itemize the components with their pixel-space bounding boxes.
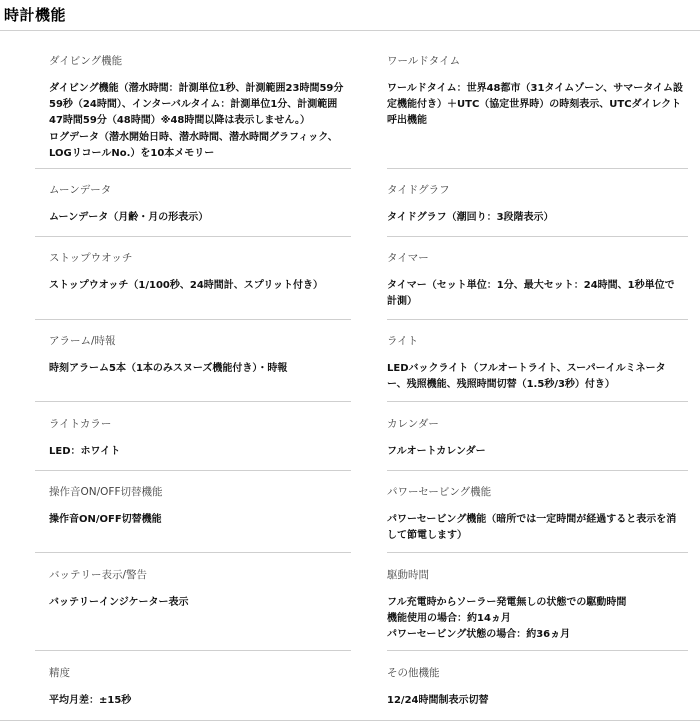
spec-label: ダイビング機能 <box>49 55 123 67</box>
row-divider <box>387 401 688 402</box>
spec-label: 駆動時間 <box>387 569 429 581</box>
spec-item <box>387 416 687 460</box>
spec-value-line: 機能使用の場合：約14ヵ月 <box>387 613 511 625</box>
spec-label: その他機能 <box>387 667 440 679</box>
spec-label: ワールドタイム <box>387 55 461 67</box>
spec-value <box>49 210 349 226</box>
spec-value <box>49 278 349 294</box>
spec-value-line: 呼出機能 <box>387 115 427 127</box>
spec-value-line: 平均月差：±15秒 <box>49 695 132 706</box>
spec-value <box>387 81 687 130</box>
spec-label: 精度 <box>49 667 70 679</box>
spec-value-line: 操作音ON/OFF切替機能 <box>49 514 162 525</box>
spec-value <box>387 278 687 310</box>
spec-value-line: ワールドタイム：世界48都市（31タイムゾーン、サマータイム設 <box>387 83 684 94</box>
spec-value-line: 時刻アラーム5本（1本のみスヌーズ機能付き）・時報 <box>49 363 288 374</box>
spec-value-line: して節電します） <box>387 530 467 542</box>
row-divider <box>387 552 688 553</box>
spec-value-line: LOGリコールNo.）を10本メモリー <box>49 147 215 159</box>
spec-value-line: タイドグラフ（潮回り：3段階表示） <box>387 212 554 223</box>
spec-item <box>49 53 349 162</box>
spec-item <box>49 182 349 226</box>
spec-value <box>387 444 687 460</box>
spec-label: ライト <box>387 335 419 347</box>
spec-value-line: ダイビング機能（潜水時間：計測単位1秒、計測範囲23時間59分 <box>49 83 344 94</box>
spec-label: アラーム/時報 <box>49 335 116 347</box>
spec-value-line: 計測） <box>387 296 417 308</box>
spec-label: ライトカラー <box>49 418 112 430</box>
spec-item <box>387 333 687 393</box>
spec-value-line: ムーンデータ（月齢・月の形表示） <box>49 212 209 223</box>
spec-item <box>387 53 687 130</box>
row-divider <box>35 236 351 237</box>
row-divider <box>387 168 688 169</box>
row-divider <box>387 650 688 651</box>
spec-label: ストップウオッチ <box>49 252 133 264</box>
spec-label: タイドグラフ <box>387 184 450 196</box>
spec-value-line: LEDバックライト（フルオートライト、スーパーイルミネータ <box>387 363 666 374</box>
spec-value-line: パワーセービング状態の場合：約36ヵ月 <box>387 629 571 641</box>
spec-item <box>387 567 687 644</box>
spec-item <box>49 333 349 377</box>
spec-item <box>387 484 687 544</box>
spec-value-line: 47時間59分（48時間）※48時間以降は表示しません。） <box>49 115 310 127</box>
spec-value-line: フル充電時からソーラー発電無しの状態での駆動時間 <box>387 597 627 608</box>
row-divider <box>387 319 688 320</box>
spec-value <box>49 595 349 611</box>
spec-label: タイマー <box>387 252 429 264</box>
spec-item <box>387 250 687 310</box>
bottom-divider <box>0 720 700 721</box>
spec-value <box>49 444 349 460</box>
spec-value <box>49 693 349 709</box>
spec-label: バッテリー表示/警告 <box>49 569 148 581</box>
spec-value <box>387 693 687 709</box>
spec-value <box>49 512 349 528</box>
spec-item <box>387 182 687 226</box>
spec-value <box>387 210 687 226</box>
spec-value-line: ログデータ（潜水開始日時、潜水時間、潜水時間グラフィック、 <box>49 131 338 143</box>
row-divider <box>35 401 351 402</box>
row-divider <box>387 470 688 471</box>
spec-value <box>387 595 687 644</box>
row-divider <box>35 650 351 651</box>
spec-value <box>387 361 687 393</box>
row-divider <box>387 236 688 237</box>
spec-label: パワーセービング機能 <box>387 486 492 498</box>
page-title: 時計機能 <box>4 6 67 24</box>
spec-value-line: フルオートカレンダー <box>387 446 486 457</box>
spec-value-line: ストップウオッチ（1/100秒、24時間計、スプリット付き） <box>49 280 324 291</box>
row-divider <box>35 470 351 471</box>
spec-value-line: 59秒（24時間）、インターバルタイム：計測単位1分、計測範囲 <box>49 99 338 111</box>
row-divider <box>35 168 351 169</box>
spec-item <box>49 665 349 709</box>
spec-label: カレンダー <box>387 418 439 430</box>
spec-value-line: LED：ホワイト <box>49 446 121 457</box>
row-divider <box>35 319 351 320</box>
spec-value-line: 定機能付き）＋UTC（協定世界時）の時刻表示、UTCダイレクト <box>387 99 682 111</box>
spec-value <box>387 512 687 544</box>
spec-value <box>49 81 349 162</box>
spec-label: ムーンデータ <box>49 184 112 196</box>
spec-value-line: タイマー（セット単位：1分、最大セット：24時間、1秒単位で <box>387 280 675 291</box>
spec-label: 操作音ON/OFF切替機能 <box>49 486 163 498</box>
spec-item <box>49 484 349 528</box>
spec-item <box>49 250 349 294</box>
spec-value-line: バッテリーインジケーター表示 <box>49 597 189 608</box>
spec-value-line: パワーセービング機能（暗所では一定時間が経過すると表示を消 <box>387 514 677 525</box>
spec-item <box>49 416 349 460</box>
spec-item <box>49 567 349 611</box>
spec-item <box>387 665 687 709</box>
spec-value-line: 12/24時間制表示切替 <box>387 695 489 706</box>
spec-value-line: ー、残照機能、残照時間切替（1.5秒/3秒）付き） <box>387 379 615 391</box>
spec-value <box>49 361 349 377</box>
row-divider <box>35 552 351 553</box>
